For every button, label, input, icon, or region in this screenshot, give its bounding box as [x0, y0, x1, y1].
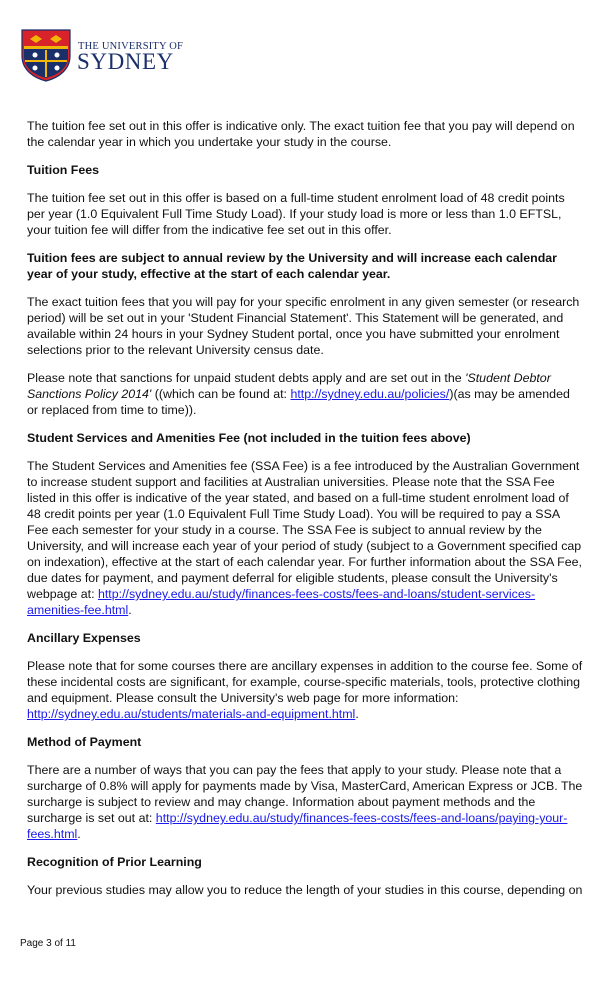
policies-link[interactable]: http://sydney.edu.au/policies/ — [290, 387, 450, 401]
ancillary-text: Please note that for some courses there are ancillary expenses in addition to the course fee. Some of these incidental costs are significant, for example, course-specific materials, tools, protective clothing and equipment. Please consult the University's web page for more information: — [27, 659, 583, 705]
paragraph-ssa-fee — [27, 458, 583, 618]
heading-ssa-fee: Student Services and Amenities Fee (not included in the tuition fees above) — [27, 431, 471, 445]
heading-prior-learning: Recognition of Prior Learning — [27, 855, 202, 869]
ssa-text: The Student Services and Amenities fee (SSA Fee) is a fee introduced by the Australian Government to increase student support and facilities at Australian universities. Please note that the SSA Fee listed in this offer is indicative of the year stated, and based on a full-time student enrolment load of 48 credit points per year (1.0 Equivalent Full Time Study Load). You will be required to pay a SSA Fee each semester for your study in a course. The SSA Fee is subject to annual review by the University, and will increase each year of your period of study (subject to a Government specified cap on indexation), effective at the start of each calendar year. For further information about the SSA Fee, due dates for payment, and payment deferral for eligible students, please consult the University's webpage at: — [27, 459, 582, 601]
paragraph-prior-learning: Your previous studies may allow you to reduce the length of your studies in this course, depending on — [27, 883, 583, 897]
ancillary-end: . — [355, 707, 359, 721]
materials-equipment-link[interactable]: http://sydney.edu.au/students/materials-and-equipment.html — [27, 707, 356, 721]
sanctions-text-a: Please note that sanctions for unpaid student debts apply and are set out in the — [27, 371, 466, 385]
heading-tuition-fees: Tuition Fees — [27, 163, 100, 177]
logo-line-university-of: THE UNIVERSITY OF — [78, 41, 184, 52]
paragraph-indicative-fee: The tuition fee set out in this offer is indicative only. The exact tuition fee that you pay will depend on the calendar year in which you undertake your study in the course. — [27, 119, 575, 149]
heading-annual-review: Tuition fees are subject to annual review by the University and will increase each calendar year of your study, effective at the start of each calendar year. — [27, 251, 557, 281]
document-body — [27, 118, 583, 910]
paragraph-payment — [27, 762, 583, 842]
university-logo — [20, 28, 184, 82]
paragraph-sanctions — [27, 370, 583, 418]
sanctions-text-c: )(as may be amended or replaced from time to time)). — [27, 387, 570, 417]
paying-fees-link[interactable]: http://sydney.edu.au/study/finances-fees-costs/fees-and-loans/paying-your-fees.html — [27, 811, 568, 841]
page-number: Page 3 of 11 — [20, 938, 76, 949]
logo-line-sydney: SYDNEY — [77, 49, 174, 74]
sanctions-policy-title: 'Student Debtor Sanctions Policy 2014' — [27, 371, 551, 401]
heading-method-of-payment: Method of Payment — [27, 735, 142, 749]
crest-icon — [20, 28, 72, 82]
payment-end: . — [77, 827, 81, 841]
paragraph-financial-statement: The exact tuition fees that you will pay for your specific enrolment in any given semester (or research period) will be set out in your 'Student Financial Statement'. This Statement will be generated, and available within 24 hours in your Sydney Student portal, once you have submitted your enrolment selections prior to the relevant University census date. — [27, 295, 580, 357]
paragraph-ancillary — [27, 658, 583, 722]
ssa-end: . — [128, 603, 132, 617]
sanctions-text-b: ((which can be found at: — [151, 387, 291, 401]
payment-text: There are a number of ways that you can pay the fees that apply to your study. Please note that a surcharge of 0.8% will apply for payments made by Visa, MasterCard, American Express or JCB. The surcharge is subject to review and may change. Information about payment methods and the surcharge is set out at: — [27, 763, 583, 825]
heading-ancillary-expenses: Ancillary Expenses — [27, 631, 141, 645]
ssa-fee-link[interactable]: http://sydney.edu.au/study/finances-fees-costs/fees-and-loans/student-services-amenities-fee.html — [27, 587, 536, 617]
paragraph-tuition-load: The tuition fee set out in this offer is based on a full-time student enrolment load of 48 credit points per year (1.0 Equivalent Full Time Study Load). If your study load is more or less than 1.0 EFTSL, your tuition fee will differ from the indicative fee set out in this offer. — [27, 191, 565, 237]
